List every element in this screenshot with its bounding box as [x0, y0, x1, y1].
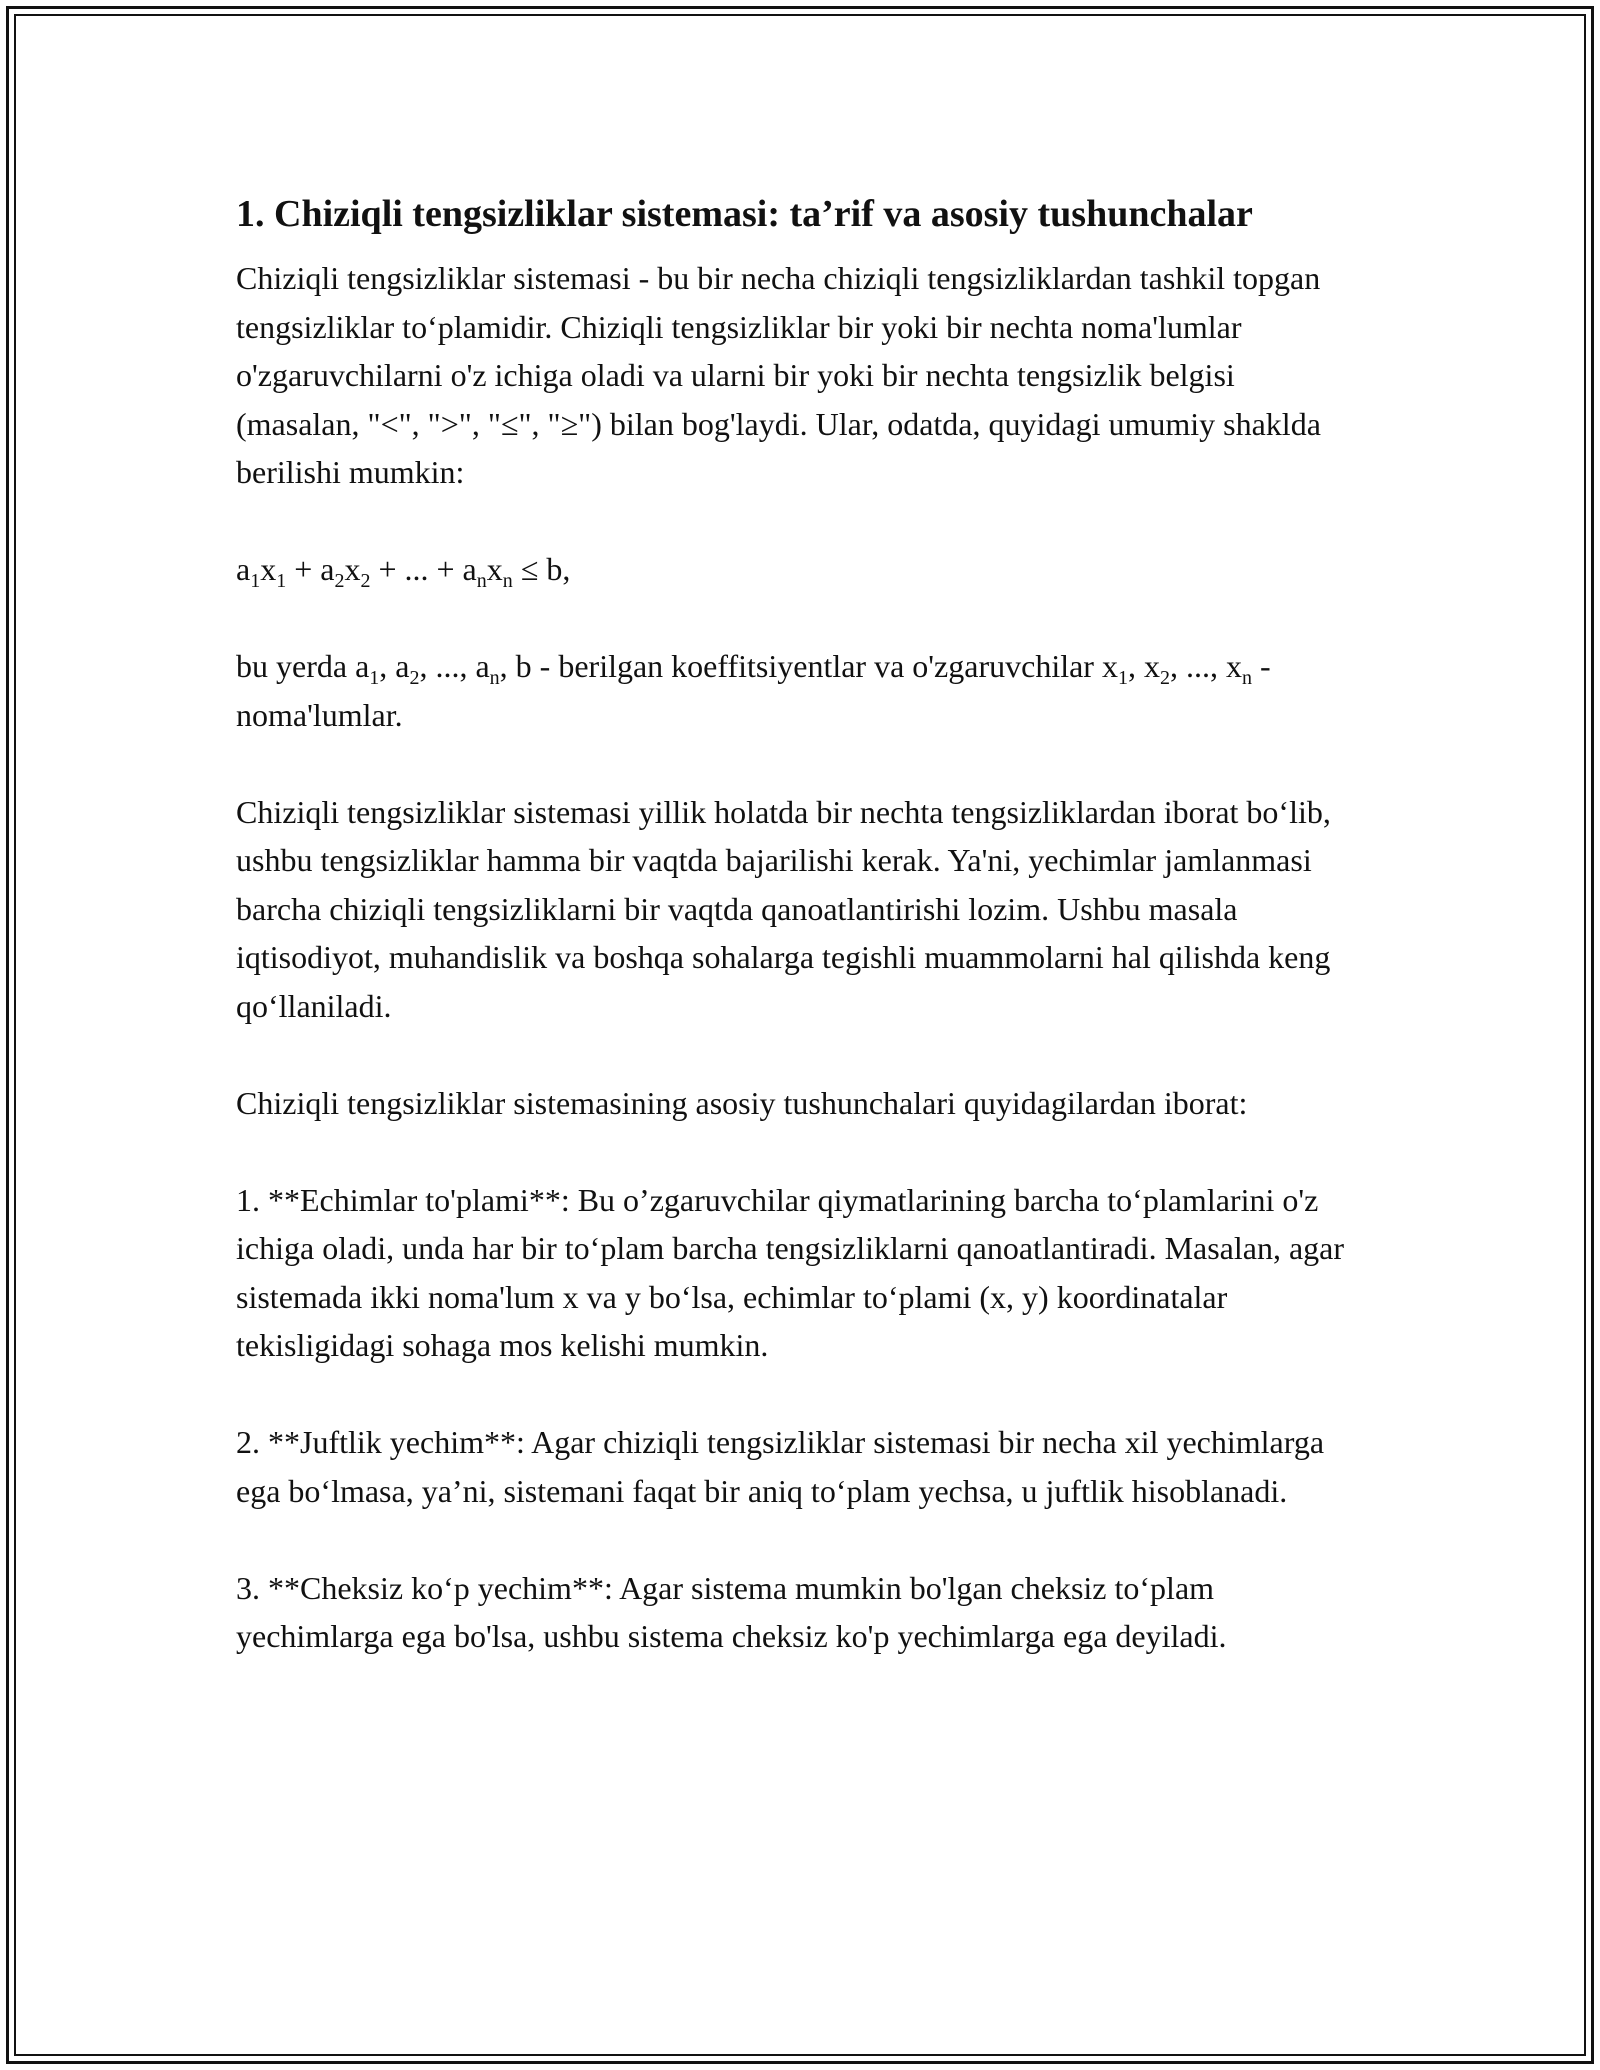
list-item-infinite-solutions: 3. **Cheksiz ko‘p yechim**: Agar sistema mumkin bo'lgan cheksiz to‘plam yechimlarga ega bo'lsa, ushbu sistema cheksiz ko'p yechimlarga ega deyiladi. [236, 1569, 1227, 1654]
paragraph-variables: bu yerda $a_1$, $a_2$, ..., $a_n$, b - berilgan koeffitsiyentlar va o'zgaruvchilar $x_1$, $x_2$, ..., $x_n$ - noma'lumlar. [236, 648, 1271, 733]
formula-line: $a_1x_1 + a_2x_2$ + ... + $a_nx_n \le b$, [236, 551, 571, 592]
paragraph-definition: Chiziqli tengsizliklar sistemasi - bu bir necha chiziqli tengsizliklardan tashkil topgan tengsizliklar to‘plamidir. Chiziqli tengsizliklar bir yoki bir nechta noma'lumlar o'zgaruvchilarni o'z ichiga oladi va ularni bir yoki bir nechta tengsizlik belgisi (masalan, "<", ">", "≤", "≥") bilan bog'laydi. Ular, odatda, quyidagi umumiy shaklda berilishi mumkin: [236, 260, 1321, 490]
paragraph-system-explanation: Chiziqli tengsizliklar sistemasi yillik holatda bir nechta tengsizliklardan iborat bo‘lib, ushbu tengsizliklar hamma bir vaqtda bajarilishi kerak. Ya'ni, yechimlar jamlanmasi barcha chiziqli tengsizliklarni bir vaqtda qanoatlantirishi lozim. Ushbu masala iqtisodiyot, muhandislik va boshqa sohalarga tegishli muammolarni hal qilishda keng qo‘llaniladi. [236, 793, 1331, 1024]
section-heading: 1. Chiziqli tengsizliklar sistemasi: ta’rif va asosiy tushunchalar [236, 193, 1253, 235]
paragraph-concepts-intro: Chiziqli tengsizliklar sistemasining asosiy tushunchalari quyidagilardan iborat: [236, 1084, 1248, 1121]
document-body [236, 186, 1366, 1709]
list-item-unique-solution: 2. **Juftlik yechim**: Agar chiziqli tengsizliklar sistemasi bir necha xil yechimlarga ega bo‘lmasa, ya’ni, sistemani faqat bir aniq to‘plam yechsa, u juftlik hisoblanadi. [236, 1424, 1325, 1509]
list-item-solution-set: 1. **Echimlar to'plami**: Bu o’zgaruvchilar qiymatlarining barcha to‘plamlarini o'z ichiga oladi, unda har bir to‘plam barcha tengsizliklarni qanoatlantiradi. Masalan, agar sistemada ikki noma'lum x va y bo‘lsa, echimlar to‘plami (x, y) koordinatalar tekisligidagi sohaga mos kelishi mumkin. [236, 1181, 1345, 1363]
